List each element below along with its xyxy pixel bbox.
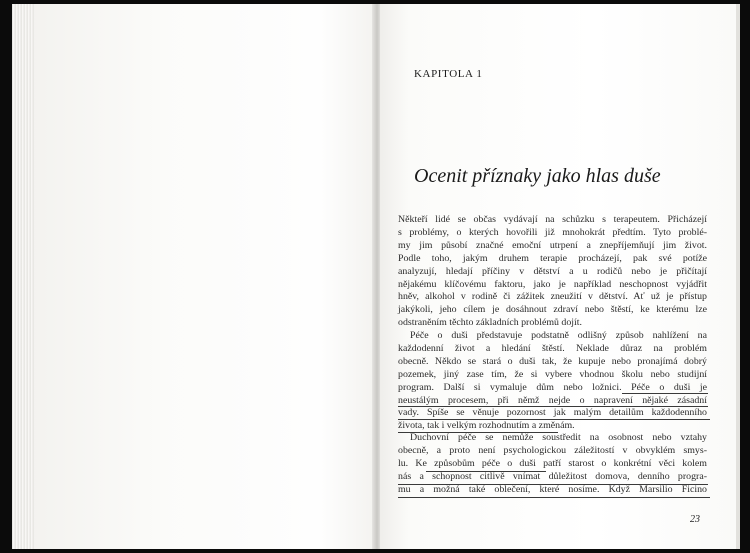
page-edges (12, 4, 34, 549)
text-line: odstraněním těchto základních problémů dojít. (398, 317, 583, 329)
paragraph-1 (398, 214, 707, 330)
pen-underline (398, 484, 708, 485)
text-line: s problémy, o kterých hovořili již mnohokrát předtím. Tyto problé- (398, 226, 707, 238)
text-line: Podle toho, jakým druhem terapie procházejí, pak své potíže (398, 252, 707, 264)
text-line: neustálým procesem, při němž nejde o napravení nějaké zásadní (398, 394, 707, 406)
text-line: života, tak i velkým rozhodnutím a změnám. (398, 420, 575, 432)
text-line: pozemek, jiný zase tím, že si vybere vhodnou školu nebo studijní (398, 368, 707, 380)
text-line: nějakému klíčovému faktoru, jako je například neschopnost vyjádřit (398, 278, 707, 290)
text-line: mu a možná také oblečení, které nosíme. Když Marsilio Ficino (398, 483, 707, 495)
text-line: obecně. Někdo se stará o duši tak, že kupuje nebo pronajímá dobrý (398, 355, 707, 367)
text-line: lu. Ke způsobům péče o duši patří starost o konkrétní věci kolem (398, 457, 707, 469)
text-line: jakýkoli, jeho cílem je dosáhnout zdraví nebo štěstí, ke kterému lze (398, 304, 707, 316)
text-line: hněv, alkohol v rodině či zážitek zneužití v dětství. Ať už je přístup (398, 291, 707, 303)
paragraph-3 (398, 432, 707, 497)
text-line: Péče o duši představuje podstatně odlišný způsob nahlížení na (410, 330, 707, 341)
text-line: Někteří lidé se občas vydávají na schůzku s terapeutem. Přicházejí (398, 214, 707, 225)
text-line: Duchovní péče se nemůže soustředit na osobnost nebo vztahy (410, 432, 707, 443)
left-blank-page (12, 4, 374, 549)
pen-underline (398, 406, 708, 407)
page-number: 23 (690, 514, 700, 525)
right-page-edge (736, 4, 740, 549)
text-line: my jim působí značné emoční utrpení a znepříjemňují jim život. (398, 239, 707, 251)
text-line: nás a schopnost citlivě vnímat důležitost domova, denního progra- (398, 470, 707, 482)
text-line: program. Další si vymaluje dům nebo ložnici. Péče o duši je (398, 381, 707, 393)
pen-underline (398, 497, 710, 498)
pen-underline (426, 471, 546, 472)
pen-underline (622, 393, 708, 394)
pen-underline (398, 419, 710, 420)
text-line: každodenní život a hledání štěstí. Neklade důraz na problém (398, 342, 707, 354)
text-line: vady. Spíše se věnuje pozornost jak malým detailům každodenního (398, 407, 707, 419)
text-line: analyzují, hledají příčiny v dětství a u rodičů nebo je přičítají (398, 265, 707, 277)
text-line: obecně, a proto není psychologickou záležitostí v obvyklém smys- (398, 444, 707, 456)
pen-underline (398, 432, 558, 433)
chapter-title: Ocenit příznaky jako hlas duše (414, 165, 661, 187)
chapter-label: KAPITOLA 1 (414, 68, 483, 80)
paragraph-2 (398, 330, 707, 433)
